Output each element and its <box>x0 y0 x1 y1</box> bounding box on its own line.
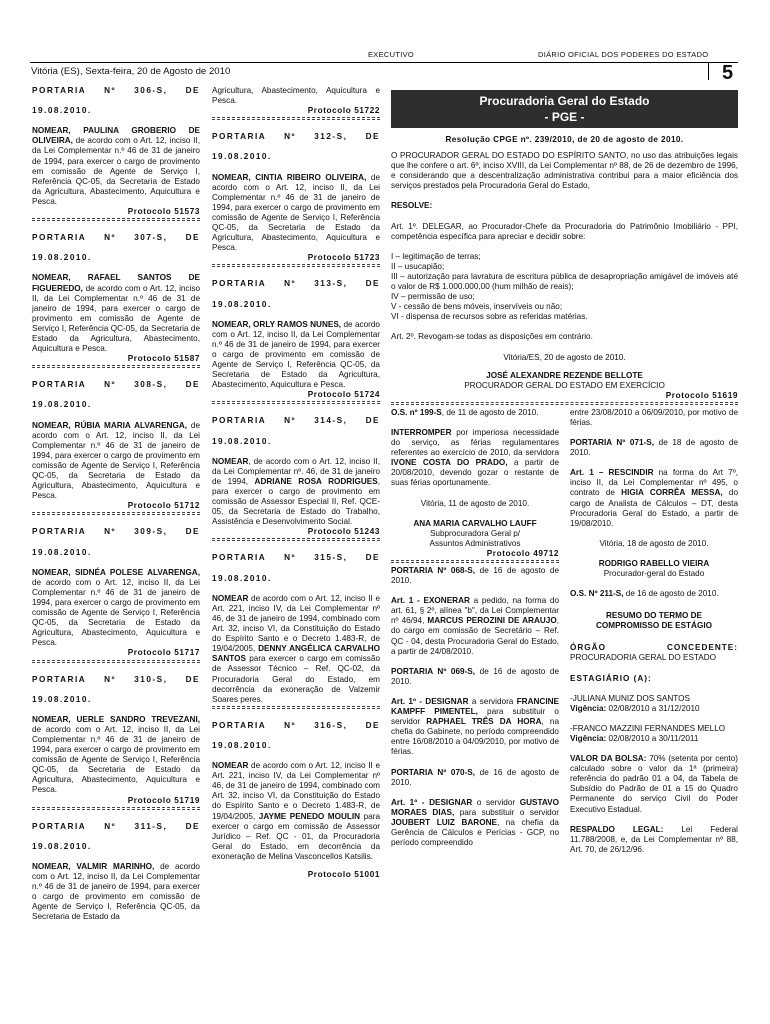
separator <box>212 401 380 404</box>
separator <box>212 264 380 267</box>
appointee-name: NOMEAR, VALMIR MARINHO, <box>32 861 155 871</box>
body-text: o servidor <box>472 797 520 807</box>
portaria-307 <box>32 233 200 368</box>
os-title: O.S. nº 199-S <box>391 407 442 417</box>
portaria-310 <box>32 675 200 810</box>
servant-name: FRANCINE KAMPFF PIMENTEL, <box>391 696 559 717</box>
protocol-number: Protocolo 51573 <box>127 207 200 217</box>
portaria-body <box>32 273 200 354</box>
portaria-date: 19.08.2010. <box>212 573 272 583</box>
body-text: para exercer o cargo em comissão de Assessor Jurídico – Ref. QC - 01, da Procuradoria Geral do Estado, em decorrência da exoneração de Melina Vasconcellos Katsilis. <box>212 811 381 861</box>
protocol-number: Protocolo 51722 <box>307 106 380 116</box>
action-keyword: NOMEAR <box>212 593 249 603</box>
portaria-314 <box>212 416 380 541</box>
portaria-date: 19.08.2010. <box>32 841 92 851</box>
servant-name: HIGIA CORRÊA MESSA, <box>621 488 723 498</box>
portaria-body <box>32 568 200 649</box>
stipend-label: VALOR DA BOLSA: <box>570 754 647 764</box>
portaria-body <box>212 173 380 254</box>
action-keyword: NOMEAR <box>212 761 249 771</box>
body-text: de acordo com o Art. 12, inciso II, da Lei Complementar n.º 46 de 31 de janeiro de 1994, para exercer o cargo de provimento em comissão de Agente de Serviço I, Referência QC-05, da Secretaria de Estado da Agricultura, Abastecimento, Aquicultura e Pesca. <box>32 420 201 501</box>
body-text: do cargo de Analista de Cálculos – DT, desta Procuradoria Geral do Estado, a partir de 19/08/2010. <box>570 488 738 528</box>
portaria-heading: PORTARIA Nº 308-S, DE <box>32 380 200 390</box>
header-rule <box>30 62 738 63</box>
action-keyword: INTERROMPER <box>391 427 452 437</box>
resolution-art-1: Art. 1º. DELEGAR, ao Procurador-Chefe da Procuradoria do Patrimônio Imobiliário - PPI, competência específica para apreciar e decidir sobre: <box>391 221 738 241</box>
body-text: de acordo com o Art. 12, inciso II, da Lei Complementar n.º 46 de 31 de janeiro de 1994, para exercer o cargo de provimento em comissão de Agente de Serviço I, Referência QC-05, da Secretaria de Estado da Agricultura, Abastecimento, Aquicultura e Pesca. <box>32 283 200 354</box>
interrupt-paragraph <box>391 428 559 489</box>
portaria-date: 19.08.2010. <box>212 152 272 162</box>
action-keyword: Art. 1º - DESIGNAR <box>391 696 469 706</box>
body-text: de acordo com o Art. 12, inciso II, da Lei Complementar n.º 46 de 31 de janeiro de 1994, para exercer o cargo de provimento em comissão de Agente de Serviço I, Referência QC-05, da Secretaria de Estado da Agricultura, Abastecimento, Aquicultura e Pesca. <box>32 724 200 795</box>
signatory-role: Subprocuradora Geral p/ <box>429 528 521 538</box>
list-item: I – legitimação de terras; <box>391 251 481 261</box>
protocol-number: Protocolo 49712 <box>486 548 559 558</box>
appointee-name: NOMEAR, PAULINA GROBERIO DE OLIVEIRA, <box>32 126 200 146</box>
section-label: EXECUTIVO <box>368 50 415 59</box>
appointee-name: JAYME PENEDO MOULIN <box>258 811 361 821</box>
protocol-number: Protocolo 51717 <box>127 648 200 658</box>
action-keyword: Art. 1 - EXONERAR <box>391 596 470 606</box>
list-item: V - cessão de bens móveis, inservíveis ou não; <box>391 302 563 312</box>
list-item: III – autorização para lavratura de escritura pública de desapropriação amigável de imóveis até o valor de R$ 1.000.000,00 (hum milhão de reais); <box>391 271 738 292</box>
portaria-313 <box>212 279 380 404</box>
org-label-left: ÓRGÃO <box>570 643 606 653</box>
servant-name: GUSTAVO MORAES DIAS, <box>391 797 559 817</box>
portaria-heading: PORTARIA Nº 314-S, DE <box>212 416 380 426</box>
action-keyword: NOMEAR <box>212 456 249 466</box>
portaria-title: PORTARIA Nº 070-S, <box>391 767 476 777</box>
portaria-070 <box>391 768 559 788</box>
intern-term <box>570 704 738 714</box>
protocol-number: Protocolo 51723 <box>307 253 380 263</box>
exonerate-paragraph <box>391 596 559 657</box>
portaria-heading: PORTARIA Nº 315-S, DE <box>212 553 380 563</box>
protocol-number: Protocolo 51587 <box>127 354 200 364</box>
list-item: II – usucapião; <box>391 261 445 271</box>
portaria-title: PORTARIA Nº 068-S, <box>391 566 476 575</box>
pge-subcolumns <box>391 408 738 855</box>
portaria-071 <box>570 438 738 458</box>
continued-text: Agricultura, Abastecimento, Aquicultura e Pesca. <box>212 86 380 106</box>
portaria-heading: PORTARIA Nº 310-S, DE <box>32 674 200 684</box>
body-text: para substituir o servidor <box>454 807 559 817</box>
portaria-315 <box>212 553 380 708</box>
signatory-name: RODRIGO RABELLO VIEIRA <box>598 558 710 568</box>
stipend-paragraph <box>570 754 738 815</box>
appointee-name: NOMEAR, UERLE SANDRO TREVEZANI, <box>32 714 200 724</box>
portaria-body <box>32 421 200 502</box>
body-text: de acordo com o Art. 12, inciso II, da Lei Complementar n.º 46 de 31 de janeiro de 1994, para exercer o cargo de provimento em comissão de Agente de Serviço I, Referência QC-05, da Secretaria de Estado da Agricultura, Abastecimento, Aquicultura e Pesca. <box>32 577 200 648</box>
protocol-number: Protocolo 51724 <box>307 390 380 400</box>
protocol-number: Protocolo 51001 <box>307 870 380 879</box>
stipend-value: 70% (setenta por cento) calculado sobre o valor da 1ª (primeira) referência do padrão 01 a 04, da Tabela de Subsídio do Padrão de 01 a 15 do Quadro Permanente do serviço Civil do Poder Executivo Estadual. <box>570 754 738 814</box>
portaria-heading: PORTARIA Nº 316-S, DE <box>212 720 380 730</box>
portaria-date: de 16 de agosto de 2010. <box>391 666 559 686</box>
portaria-date: 19.08.2010. <box>32 694 92 704</box>
portaria-body <box>212 457 380 528</box>
separator <box>32 512 200 515</box>
body-text: de acordo com o Art. 12, inciso II, da Lei Complementar n.º 46 de 31 de janeiro de 1994, para exercer o cargo de provimento em comissão de Agente de Serviço I, Referência QC-05, da Secretaria de Estado da <box>32 861 200 922</box>
portaria-date: 19.08.2010. <box>212 436 272 446</box>
org-value: PROCURADORIA GERAL DO ESTADO <box>570 653 717 663</box>
journal-title: DIÁRIO OFICIAL DOS PODERES DO ESTADO <box>538 50 709 59</box>
portaria-title: PORTARIA Nº 069-S, <box>391 666 476 676</box>
appointee-name: NOMEAR, CINTIA RIBEIRO OLIVEIRA, <box>212 172 367 182</box>
term-label: Vigência: <box>570 703 607 713</box>
portaria-date: de 18 de agosto de 2010. <box>570 438 738 458</box>
page-number-divider <box>708 63 709 80</box>
resolution-art-2: Art. 2º. Revogam-se todas as disposições em contrário. <box>391 332 593 342</box>
delegation-list <box>391 252 738 323</box>
os-199 <box>391 408 559 418</box>
portaria-date: 19.08.2010. <box>32 253 92 263</box>
portaria-heading: PORTARIA Nº 309-S, DE <box>32 527 200 537</box>
column-2 <box>212 86 380 892</box>
separator <box>212 538 380 541</box>
body-text: a partir de 20/08/2010, devendo gozar o restante de suas férias oportunamente. <box>391 458 559 488</box>
portaria-heading: PORTARIA Nº 307-S, DE <box>32 233 200 243</box>
body-text: de acordo com o Art. 12, inciso II e Art. 221, inciso IV, da Lei Complementar nº 46, de 31 de janeiro de 1994, combinado com Art. 32, inciso VI, da Constituição do Estado do Espírito Santo e o Decreto 1.483-R, de 19/04/2005, <box>212 761 380 821</box>
protocol-number: Protocolo 51619 <box>665 390 738 400</box>
body-text: de acordo com o Art. 12, inciso II, da Lei Complementar n.º 46 de 31 de janeiro de 1994, para exercer o cargo de provimento em comissão de Agente de Serviço I, Referência QC-05, da Secretaria de Estado da Agricultura, Abastecimento, Aquicultura e Pesca. <box>212 172 380 253</box>
body-text: para substituir o servidor <box>391 707 559 727</box>
signatory-role: Assuntos Administrativos <box>429 538 521 548</box>
portaria-date: 19.08.2010. <box>32 400 92 410</box>
portaria-069 <box>391 667 559 687</box>
os-211 <box>570 589 738 599</box>
appointee-name: NOMEAR, SIDNÉA POLESE ALVARENGA, <box>32 567 200 577</box>
action-keyword: Art. 1 – RESCINDIR <box>570 468 654 478</box>
resolution-title: Resolução CPGE nº. 239/2010, de 20 de agosto de 2010. <box>445 135 684 144</box>
portaria-date: 19.08.2010. <box>212 740 272 750</box>
body-text: a pedido, na forma do art. 61, § 2º, alínea "b", da Lei Complementar nº 46/94, <box>391 596 559 626</box>
body-text: na forma do Art 7º, inciso II, da Lei Complementar nº 495, o contrato de <box>570 468 738 498</box>
body-text: , na chefia do Gabinete, no período compreendido entre 16/08/2010 a 04/09/2010, por motivo de férias. <box>391 717 559 757</box>
servant-name: MARCUS PEROZINI DE ARAUJO <box>427 616 557 626</box>
servant-name: RAPHAEL TRÊS DA HORA <box>426 717 542 727</box>
separator <box>32 807 200 810</box>
org-label-right: CONCEDENTE: <box>666 643 738 653</box>
intern-name: -FRANCO MAZZINI FERNANDES MELLO <box>570 723 726 733</box>
signatory-name: ANA MARIA CARVALHO LAUFF <box>413 518 537 528</box>
portaria-heading: PORTARIA Nº 311-S, DE <box>32 821 200 831</box>
signatory-role: PROCURADOR GERAL DO ESTADO EM EXERCÍCIO <box>464 380 665 390</box>
intern-label: ESTAGIÁRIO (A): <box>570 673 652 683</box>
legal-basis-paragraph <box>570 825 738 855</box>
term-value: 02/08/2010 a 30/11/2011 <box>606 733 699 743</box>
resolve-heading: RESOLVE: <box>391 201 433 211</box>
appointee-name: DENNY ANGÉLICA CARVALHO SANTOS <box>212 644 380 664</box>
summary-title: COMPROMISSO DE ESTÁGIO <box>595 621 712 631</box>
pge-section-banner <box>391 90 738 128</box>
separator <box>32 365 200 368</box>
separator <box>212 706 380 709</box>
portaria-311-continued <box>212 86 380 120</box>
body-text: de acordo com o Art. 12, inciso II e Art. 221, inciso IV, da Lei Complementar nº 46, de 31 de janeiro de 1994, combinado com Art. 32, inciso VI, da Constituição do Estado do Espírito Santo e o Decreto 1.483-R, de 19/04/2005, <box>212 593 380 654</box>
page-number: 5 <box>722 62 734 84</box>
signatory-name: JOSÉ ALEXANDRE REZENDE BELLOTE <box>486 370 643 380</box>
body-text: , na chefia da Gerência de Cálculos e Perícias - GCP, no período compreendido <box>391 817 559 848</box>
appointee-name: NOMEAR, RAFAEL SANTOS DE FIGUEREDO, <box>32 273 200 293</box>
pge-banner-subtitle: - PGE - <box>544 110 585 124</box>
appointee-name: ADRIANE ROSA RODRIGUES <box>254 476 378 486</box>
portaria-heading: PORTARIA Nº 313-S, DE <box>212 279 380 289</box>
body-text: para exercer o cargo em comissão de Assessor Técnico – Ref. QC-02, da Procuradoria Geral do Estado, em decorrência da exoneração de Valzemir Soares peres. <box>212 654 380 704</box>
body-text: por imperiosa necessidade do serviço, as férias regulamentares referentes ao exercício de 2010, da servidora <box>391 427 559 458</box>
body-text: , do cargo em comissão de Secretário – Ref. QC - 04, desta Procuradoria Geral do Estado, a partir de 24/08/2010. <box>391 616 559 656</box>
dateline: Vitória (ES), Sexta-feira, 20 de Agosto de 2010 <box>31 66 231 77</box>
os-date: , de 11 de agosto de 2010. <box>441 407 539 417</box>
portaria-date: 19.08.2010. <box>32 547 92 557</box>
resolution-intro: O PROCURADOR GERAL DO ESTADO DO ESPÍRITO SANTO, no uso das atribuições legais que lhe confere o art. 6º, inciso XVIII, da Lei Complementar nº 88, de 26 de dezembro de 1996, e considerando que a descentralização administrativa contribui para a maior eficiência dos serviços prestados pela Procuradoria Geral do Estado, <box>391 151 738 191</box>
portaria-308 <box>32 380 200 515</box>
portaria-date: de 16 de agosto de 2010. <box>391 566 559 586</box>
term-label: Vigência: <box>570 733 607 743</box>
intern-term <box>570 734 738 744</box>
separator <box>212 117 380 120</box>
protocol-number: Protocolo 51719 <box>127 795 200 805</box>
protocol-number: Protocolo 51712 <box>127 501 200 511</box>
appointee-name: NOMEAR, RÚBIA MARIA ALVARENGA, <box>32 420 188 430</box>
summary-title: RESUMO DO TERMO DE <box>606 611 702 621</box>
designate-paragraph <box>391 798 559 848</box>
continued-text: entre 23/08/2010 a 06/09/2010, por motivo de férias. <box>570 407 738 427</box>
resolution-place-date: Vitória/ES, 20 de agosto de 2010. <box>503 352 626 362</box>
os-title: O.S. Nº 211-S, <box>570 589 624 599</box>
body-text: de acordo com o Art. 12, inciso II, da Lei Complementar n.º 46 de 31 de janeiro de 1994, para exercer o cargo de provimento em comissão de Agente de Serviço I, Referência QC-05, da Secretaria de Estado da Agricultura, Abastecimento, Aquicultura e Pesca. <box>32 136 200 206</box>
portaria-body <box>32 715 200 796</box>
separator <box>391 402 738 405</box>
portaria-body <box>32 862 200 923</box>
body-text: de acordo com o Art. 12, inciso II, da Lei Complementar n.º 46 de 31 de janeiro de 1994, para exercer o cargo de provimento em comissão de Agente de Serviço I, Referência QC-05, da Secretaria de Estado da Agricultura, Abastecimento, Aquicultura e Pesca. <box>212 319 380 390</box>
pge-subcolumn-left <box>391 408 559 855</box>
portaria-309 <box>32 527 200 662</box>
portaria-date: de 16 de agosto de 2010. <box>391 767 559 787</box>
body-text: , de acordo com o Art. 12, inciso II, da Lei Complementar nº. 46, de 31 de janeiro de 1994, <box>212 456 380 486</box>
servant-name: JOUBERT LUIZ BARONE <box>391 817 497 827</box>
portaria-068 <box>391 566 559 586</box>
column-3 <box>391 86 738 855</box>
portaria-date: 19.08.2010. <box>32 106 92 116</box>
pge-subcolumn-right <box>570 408 738 855</box>
portaria-body <box>212 594 380 705</box>
portaria-title: PORTARIA Nº 071-S, <box>570 438 655 448</box>
appointee-name: NOMEAR, ORLY RAMOS NUNES, <box>212 319 342 329</box>
legal-basis-label: RESPALDO LEGAL: <box>570 824 664 834</box>
action-keyword: Art. 1º - DESIGNAR <box>391 797 473 807</box>
portaria-body <box>32 126 200 207</box>
protocol-number: Protocolo 51243 <box>307 527 380 537</box>
portaria-body <box>212 320 380 391</box>
intern-name: -JULIANA MUNIZ DOS SANTOS <box>570 693 690 703</box>
list-item: IV – permissão de uso; <box>391 292 475 302</box>
separator <box>391 560 559 563</box>
list-item: VI - dispensa de recursos sobre as referidas matérias. <box>391 312 588 322</box>
portaria-date: 19.08.2010. <box>212 299 272 309</box>
signatory-role: Procurador-geral do Estado <box>603 569 705 578</box>
body-text: a servidora <box>468 696 517 706</box>
portaria-heading: PORTARIA Nº 306-S, DE <box>32 86 200 95</box>
pge-banner-title: Procuradoria Geral do Estado <box>479 94 650 108</box>
designate-paragraph <box>391 697 559 758</box>
portaria-316 <box>212 721 380 880</box>
column-1 <box>32 86 200 934</box>
separator <box>32 660 200 663</box>
separator <box>32 218 200 221</box>
servant-name: IVONE COSTA DO PRADO, <box>391 458 508 468</box>
org-label <box>570 643 738 653</box>
os-date: de 16 de agosto de 2010. <box>623 589 719 599</box>
body-text: , para exercer o cargo de provimento em comissão de Assessor Especial II, Ref. QCE-05, da Secretaria de Estado do Trabalho, Assistência e Desenvolvimento Social. <box>212 476 380 527</box>
portaria-heading: PORTARIA Nº 312-S, DE <box>212 132 380 142</box>
rescind-paragraph <box>570 468 738 529</box>
portaria-306 <box>32 86 200 221</box>
portaria-312 <box>212 132 380 267</box>
os-place-date: Vitória, 11 de agosto de 2010. <box>420 498 530 508</box>
term-value: 02/08/2010 a 31/12/2010 <box>606 703 700 713</box>
portaria-body <box>212 761 380 862</box>
portaria-311 <box>32 822 200 923</box>
portaria-place-date: Vitória, 18 de agosto de 2010. <box>599 538 709 548</box>
legal-basis-value: Lei Federal 11.788/2008, e, da Lei Complementar nº 88, Art. 70, de 26/12/96. <box>570 824 738 854</box>
